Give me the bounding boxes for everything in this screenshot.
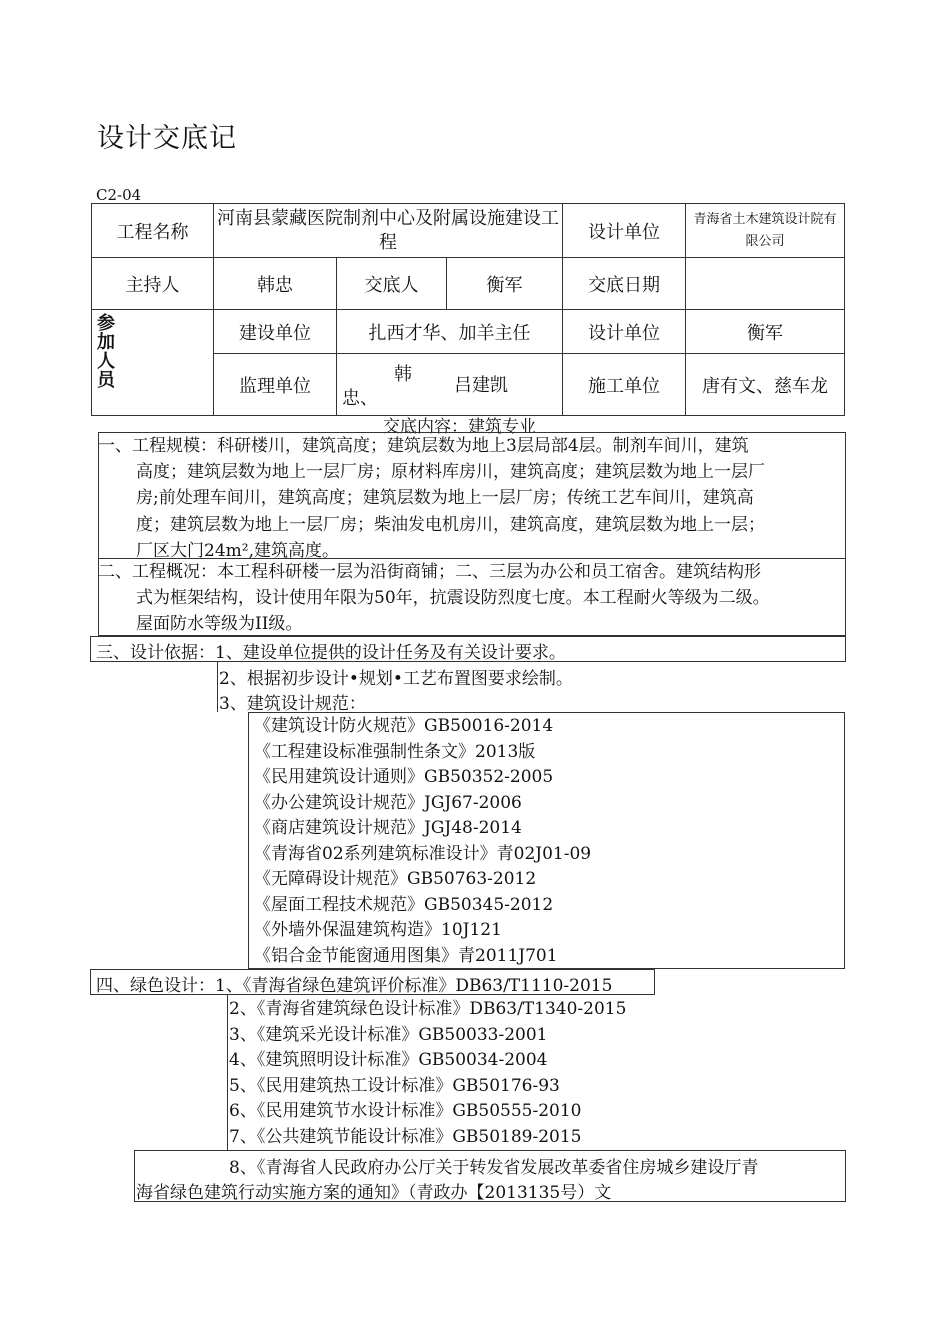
item8-line2: 海省绿色建筑行动实施方案的通知》（青政办【2013135号）文 xyxy=(136,1183,612,1203)
form-code: C2-04 xyxy=(96,186,142,204)
host-label: 主持人 xyxy=(92,258,214,310)
scale-line: 高度；建筑层数为地上一层厂房；原材料库房川，建筑高度；建筑层数为地上一层厂 xyxy=(136,462,765,483)
design-unit-value: 青海省土木建筑设计院有限公司 xyxy=(686,204,845,258)
design-unit2-people: 衡军 xyxy=(686,310,845,354)
green-item: 2、《青海省建筑绿色设计标准》DB63/T1340-2015 xyxy=(229,999,627,1019)
presenter-value: 衡军 xyxy=(447,258,563,310)
supervise-person-a: 韩 xyxy=(394,364,412,385)
host-value: 韩忠 xyxy=(214,258,337,310)
supervise-person-c: 吕建凯 xyxy=(454,375,508,396)
scale-line: 一、工程规模：科研楼川，建筑高度；建筑层数为地上3层局部4层。制剂车间川，建筑 xyxy=(98,436,749,456)
basis-left-rule xyxy=(217,662,218,712)
section-scale xyxy=(98,433,846,564)
code-item: 《办公建筑设计规范》JGJ67-2006 xyxy=(254,792,522,813)
scale-line: 房;前处理车间川，建筑高度；建筑层数为地上一层厂房；传统工艺车间川，建筑高 xyxy=(136,488,754,509)
basis-first-line: 三、设计依据：1、建设单位提供的设计任务及有关设计要求。 xyxy=(96,643,566,663)
build-unit-label: 建设单位 xyxy=(214,310,337,354)
date-value xyxy=(686,258,845,310)
green-first-line: 四、绿色设计：1、《青海省绿色建筑评价标准》DB63/T1110-2015 xyxy=(96,976,613,996)
code-item: 《商店建筑设计规范》JGJ48-2014 xyxy=(254,818,522,838)
code-item: 《无障碍设计规范》GB50763-2012 xyxy=(254,869,537,889)
construct-people: 唐有文、慈车龙 xyxy=(686,354,845,416)
project-name-value: 河南县蒙藏医院制剂中心及附属设施建设工程 xyxy=(214,204,563,258)
page-title: 设计交底记 xyxy=(97,123,237,154)
design-unit2-label: 设计单位 xyxy=(563,310,686,354)
code-item: 《外墙外保温建筑构造》10J121 xyxy=(254,920,502,940)
date-label: 交底日期 xyxy=(563,258,686,310)
section-overview xyxy=(98,559,846,638)
supervise-label: 监理单位 xyxy=(214,354,337,416)
codes-list xyxy=(254,714,591,969)
code-item: 《青海省02系列建筑标准设计》青02J01-09 xyxy=(254,843,592,864)
green-item: 4、《建筑照明设计标准》GB50034-2004 xyxy=(229,1050,548,1070)
project-name-label: 工程名称 xyxy=(92,204,214,258)
design-unit-label: 设计单位 xyxy=(563,204,686,258)
item8-line1: 8、《青海省人民政府办公厅关于转发省发展改革委省住房城乡建设厅青 xyxy=(229,1158,759,1178)
code-item: 《屋面工程技术规范》GB50345-2012 xyxy=(254,894,554,915)
supervise-person-b: 忠、 xyxy=(342,388,378,409)
overview-line: 二、工程概况：本工程科研楼一层为沿街商铺；二、三层为办公和员工宿舍。建筑结构形 xyxy=(98,562,761,582)
construct-label: 施工单位 xyxy=(563,354,686,416)
participants-label: 参加人员 xyxy=(97,313,115,391)
code-item: 《建筑设计防火规范》GB50016-2014 xyxy=(254,716,554,736)
scale-line: 厂区大门24m²,建筑高度。 xyxy=(136,540,339,561)
code-item: 《工程建设标准强制性条文》2013版 xyxy=(254,741,536,762)
green-item: 5、《民用建筑热工设计标准》GB50176-93 xyxy=(229,1075,560,1096)
content-heading: 交底内容：建筑专业 xyxy=(383,417,536,437)
green-left-rule xyxy=(227,995,228,1150)
code-item: 《民用建筑设计通则》GB50352-2005 xyxy=(254,767,554,787)
green-item: 6、《民用建筑节水设计标准》GB50555-2010 xyxy=(229,1101,582,1121)
overview-line: 式为框架结构，设计使用年限为50年，抗震设防烈度七度。本工程耐火等级为二级。 xyxy=(136,588,770,609)
header-table xyxy=(91,203,845,416)
presenter-label: 交底人 xyxy=(337,258,447,310)
build-unit-people: 扎西才华、加羊主任 xyxy=(337,310,563,354)
basis-item-2: 2、根据初步设计•规划•工艺布置图要求绘制。 xyxy=(219,669,573,689)
basis-item-3: 3、建筑设计规范： xyxy=(219,694,366,714)
scale-line: 度；建筑层数为地上一层厂房；柴油发电机房川，建筑高度，建筑层数为地上一层； xyxy=(136,514,765,535)
green-item: 7、《公共建筑节能设计标准》GB50189-2015 xyxy=(229,1126,582,1147)
code-item: 《铝合金节能窗通用图集》青2011J701 xyxy=(254,945,558,966)
green-item: 3、《建筑采光设计标准》GB50033-2001 xyxy=(229,1024,548,1045)
overview-line: 屋面防水等级为II级。 xyxy=(136,614,303,635)
supervise-people xyxy=(337,354,563,416)
green-list xyxy=(229,997,626,1150)
